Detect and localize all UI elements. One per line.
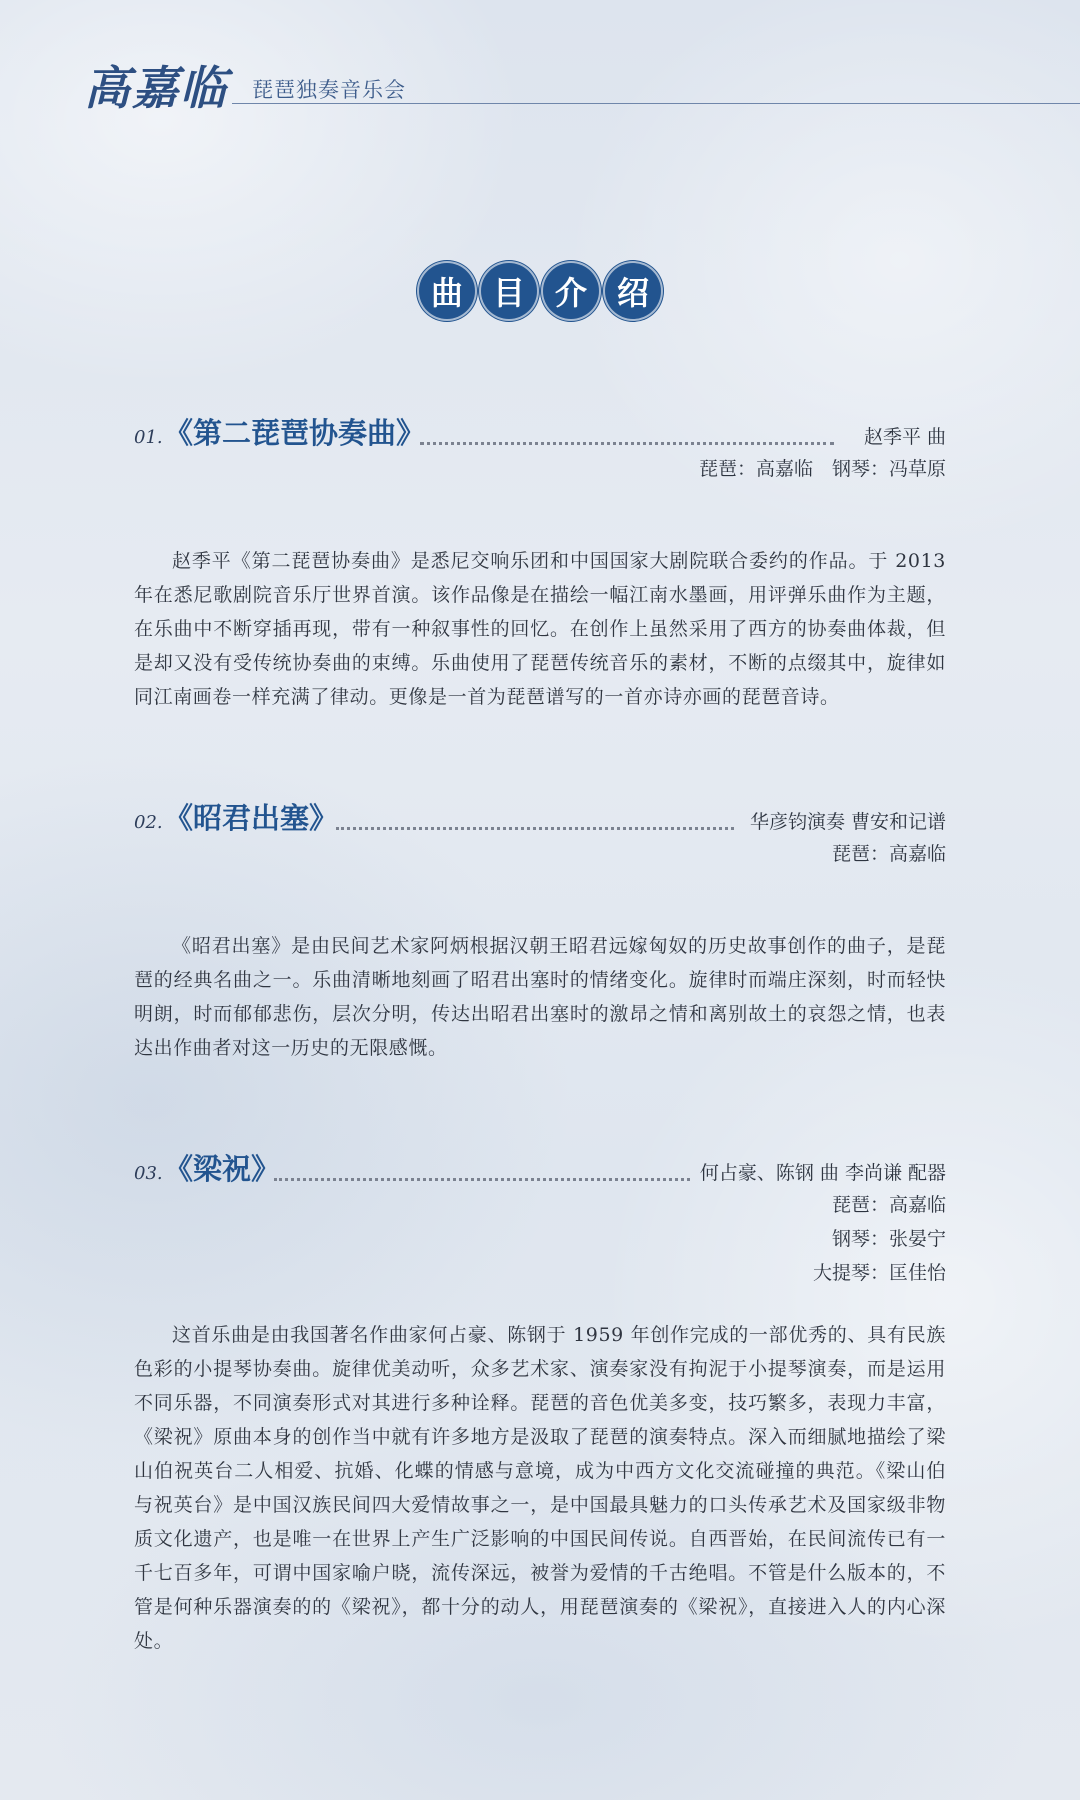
- piece-description: 《昭君出塞》是由民间艺术家阿炳根据汉朝王昭君远嫁匈奴的历史故事创作的曲子，是琵琶的经典名曲之一。乐曲清晰地刻画了昭君出塞时的情绪变化。旋律时而端庄深刻，时而轻快明朗，时而郁郁悲伤，层次分明，传达出昭君出塞时的激昂之情和离别故土的哀怨之情，也表达出作曲者对这一历史的无限感慨。: [134, 935, 946, 1059]
- piece-performer: 琵琶：高嘉临: [831, 1194, 946, 1216]
- piece-heading: [134, 801, 946, 837]
- piece-2: [134, 801, 946, 1065]
- piece-3: [134, 1152, 946, 1658]
- leader-dots: [420, 442, 834, 445]
- brand-subtitle: 琵琶独奏音乐会: [252, 78, 406, 102]
- piece-performer: 大提琴：匡佳怡: [812, 1262, 946, 1284]
- leader-dots: [274, 1178, 690, 1181]
- section-title-char: 曲: [419, 263, 475, 319]
- piece-performer: 钢琴：张晏宁: [831, 1228, 946, 1250]
- piece-title: 《梁祝》: [164, 1152, 281, 1186]
- piece-number: 02.: [134, 812, 163, 833]
- section-title-char: 目: [481, 263, 537, 319]
- piece-performer: 琵琶：高嘉临: [831, 843, 946, 865]
- piece-description: 赵季平《第二琵琶协奏曲》是悉尼交响乐团和中国国家大剧院联合委约的作品。于 2013 年在悉尼歌剧院音乐厅世界首演。该作品像是在描绘一幅江南水墨画，用评弹乐曲作为主题，在乐曲中不断穿插再现，带有一种叙事性的回忆。在创作上虽然采用了西方的协奏曲体裁，但是却又没有受传统协奏曲的束缚。乐曲使用了琵琶传统音乐的素材，不断的点缀其中，旋律如同江南画卷一样充满了律动。更像是一首为琵琶谱写的一首亦诗亦画的琵琶音诗。: [134, 550, 946, 708]
- piece-heading: [134, 1152, 946, 1188]
- piece-number: 03.: [134, 1163, 163, 1184]
- piece-heading: [134, 416, 946, 452]
- piece-description: 这首乐曲是由我国著名作曲家何占豪、陈钢于 1959 年创作完成的一部优秀的、具有民族色彩的小提琴协奏曲。旋律优美动听，众多艺术家、演奏家没有拘泥于小提琴演奏，而是运用不同乐器，不同演奏形式对其进行多种诠释。琵琶的音色优美多变，技巧繁多，表现力丰富，《梁祝》原曲本身的创作当中就有许多地方是汲取了琵琶的演奏特点。深入而细腻地描绘了梁山伯祝英台二人相爱、抗婚、化蝶的情感与意境，成为中西方文化交流碰撞的典范。《梁山伯与祝英台》是中国汉族民间四大爱情故事之一，是中国最具魅力的口头传承艺术及国家级非物质文化遗产，也是唯一在世界上产生广泛影响的中国民间传说。自西晋始，在民间流传已有一千七百多年，可谓中国家喻户晓，流传深远，被誉为爱情的千古绝唱。不管是什么版本的，不管是何种乐器演奏的的《梁祝》，都十分的动人，用琵琶演奏的《梁祝》，直接进入人的内心深处。: [134, 1324, 946, 1652]
- piece-composer: 赵季平 曲: [863, 426, 946, 448]
- brand-name: 高嘉临: [84, 61, 228, 115]
- leader-dots: [336, 827, 734, 830]
- piece-title: 《昭君出塞》: [164, 801, 339, 835]
- section-title-char: 绍: [605, 263, 661, 319]
- piece-number: 01.: [134, 427, 163, 448]
- section-title: [0, 263, 1080, 319]
- section-title-char: 介: [543, 263, 599, 319]
- piece-composer: 何占豪、陈钢 曲 李尚谦 配器: [699, 1162, 946, 1184]
- piece-1: [134, 416, 946, 714]
- page-header: [0, 0, 1080, 115]
- piece-performer: 琵琶：高嘉临 钢琴：冯草原: [698, 458, 946, 480]
- piece-title: 《第二琵琶协奏曲》: [164, 416, 426, 450]
- header-divider: [232, 103, 1080, 104]
- piece-composer: 华彦钧演奏 曹安和记谱: [749, 811, 946, 833]
